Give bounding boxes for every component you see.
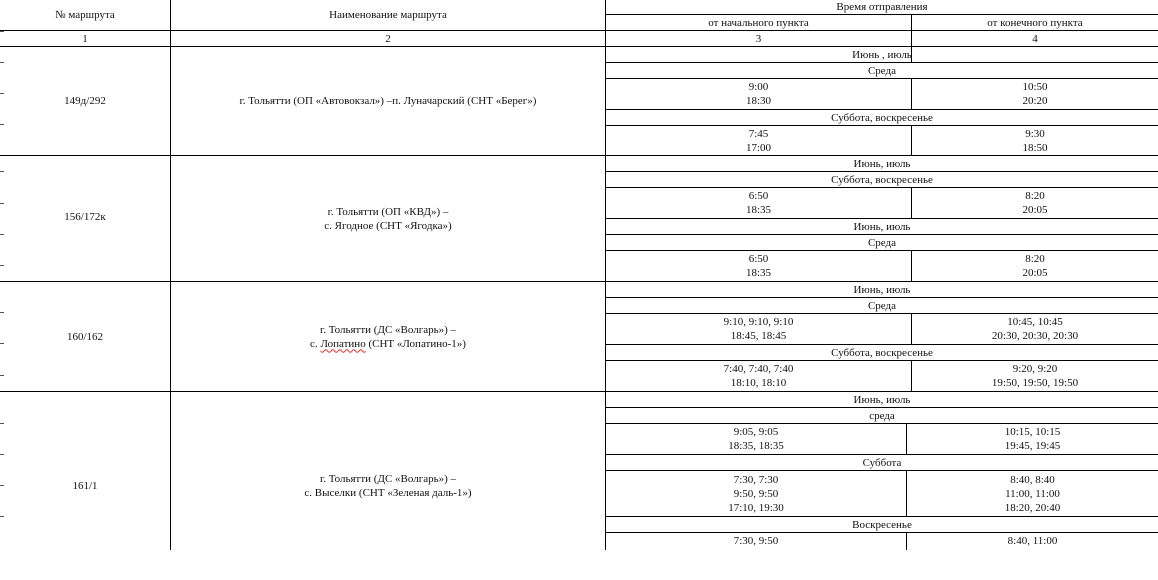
- time-value: 18:50: [1022, 141, 1048, 154]
- time-value: 18:30: [745, 95, 772, 107]
- departure-times-start: [606, 314, 911, 344]
- route-number: 160/162: [66, 330, 104, 343]
- day-label: Суббота: [862, 456, 902, 469]
- time-value: 7:45: [748, 127, 769, 140]
- header-col-number: 3: [755, 32, 762, 45]
- header-col-number: 1: [82, 32, 88, 45]
- time-value: 6:50: [748, 190, 769, 202]
- time-value: 20:05: [1022, 267, 1048, 279]
- route-name-part: Лопатино: [320, 337, 366, 350]
- time-value: 18:35: [745, 267, 772, 279]
- day-label: Суббота, воскресенье: [831, 111, 933, 124]
- day-label: Среда: [867, 64, 897, 77]
- header-departure-time: Время отправления: [836, 1, 928, 13]
- time-value: 9:50, 9:50: [733, 487, 779, 500]
- time-value: 8:20: [1025, 190, 1045, 202]
- departure-times-end: [907, 424, 1158, 454]
- departure-times-start: [606, 126, 911, 155]
- departure-times-end: [912, 314, 1158, 344]
- time-value: 17:00: [745, 141, 772, 154]
- time-value: 19:45, 19:45: [1004, 440, 1061, 452]
- time-value: 9:05, 9:05: [733, 426, 779, 438]
- time-value: 17:10, 19:30: [728, 501, 784, 514]
- time-value: 9:00: [748, 81, 769, 93]
- route-name-part: с.: [310, 337, 321, 350]
- departure-times-start: [606, 361, 911, 391]
- time-value: 18:20, 20:40: [1004, 501, 1061, 514]
- time-value: 11:00, 11:00: [1005, 487, 1060, 500]
- departure-times-start: [606, 251, 911, 281]
- header-from-start: от начального пункта: [708, 16, 809, 29]
- time-value: 18:35, 18:35: [728, 440, 784, 452]
- season-label: Июнь , июль: [852, 48, 912, 61]
- departure-times-start: [606, 424, 906, 454]
- route-name-part: (СНТ «Лопатино-1»): [365, 337, 466, 350]
- route-number: 156/172к: [64, 211, 106, 223]
- route-number: 161/1: [72, 480, 98, 492]
- time-value: 19:50, 19:50, 19:50: [991, 377, 1079, 389]
- day-label: среда: [869, 409, 895, 422]
- time-value: 18:45, 18:45: [730, 330, 787, 342]
- header-route-name: Наименование маршрута: [329, 9, 447, 21]
- time-value: 9:30: [1025, 127, 1045, 140]
- time-value: 10:50: [1022, 81, 1048, 93]
- header-route-number: № маршрута: [55, 9, 115, 21]
- departure-times-end: [912, 79, 1158, 109]
- time-value: 20:30, 20:30, 20:30: [991, 330, 1079, 342]
- time-value: 6:50: [748, 253, 769, 265]
- header-col-number: 4: [1032, 32, 1038, 45]
- day-label: Суббота, воскресенье: [831, 173, 933, 186]
- route-number: 149д/292: [64, 95, 106, 107]
- time-value: 20:05: [1022, 204, 1048, 216]
- time-value: 9:10, 9:10, 9:10: [723, 316, 794, 328]
- route-name-line: г. Тольятти (ДС «Волгарь») –: [319, 473, 457, 485]
- route-name-line: с. Выселки (СНТ «Зеленая даль-1»): [304, 487, 472, 499]
- departure-times-start: [606, 188, 911, 218]
- departure-times-start: [606, 471, 906, 516]
- time-value: 7:30, 7:30: [733, 473, 779, 486]
- time-value: 18:10, 18:10: [730, 377, 787, 389]
- route-name-line: [310, 337, 466, 351]
- time-value: 10:15, 10:15: [1004, 426, 1061, 438]
- time-value: 18:35: [745, 204, 772, 216]
- route-name-line: г. Тольятти (ОП «КВД») –: [327, 205, 449, 218]
- day-label: Среда: [867, 236, 897, 249]
- season-label: Июнь, июль: [853, 283, 911, 296]
- time-value: 8:40, 11:00: [1007, 534, 1058, 547]
- time-value: 8:40, 8:40: [1010, 473, 1055, 486]
- time-value: 7:40, 7:40, 7:40: [723, 363, 794, 375]
- departure-times-end: [912, 126, 1158, 155]
- time-value: 7:30, 9:50: [733, 534, 779, 547]
- header-from-end: от конечного пункта: [987, 16, 1083, 29]
- route-name: [171, 156, 605, 281]
- time-value: 10:45, 10:45: [1007, 316, 1063, 328]
- time-value: 8:20: [1025, 253, 1045, 265]
- departure-times-start: [606, 533, 906, 548]
- season-label: Июнь, июль: [853, 157, 911, 170]
- season-label: Июнь, июль: [853, 393, 911, 406]
- route-name: [171, 392, 605, 580]
- day-label: Среда: [867, 299, 897, 312]
- day-label: Суббота, воскресенье: [831, 346, 933, 359]
- departure-times-end: [912, 188, 1158, 218]
- header-col-number: 2: [385, 32, 391, 45]
- route-name: г. Тольятти (ОП «Автовокзал») –п. Луначарский (СНТ «Берег»): [239, 95, 537, 107]
- time-value: 9:20, 9:20: [1012, 363, 1058, 375]
- day-label: Воскресенье: [852, 518, 912, 531]
- route-name-line: г. Тольятти (ДС «Волгарь») –: [319, 323, 457, 336]
- departure-times-end: [907, 471, 1158, 516]
- route-name-line: с. Ягодное (СНТ «Ягодка»): [324, 219, 452, 232]
- route-name: [171, 282, 605, 391]
- departure-times-start: [606, 79, 911, 109]
- departure-times-end: [907, 533, 1158, 548]
- departure-times-end: [912, 361, 1158, 391]
- season-label: Июнь, июль: [853, 220, 911, 233]
- departure-times-end: [912, 251, 1158, 281]
- time-value: 20:20: [1022, 95, 1048, 107]
